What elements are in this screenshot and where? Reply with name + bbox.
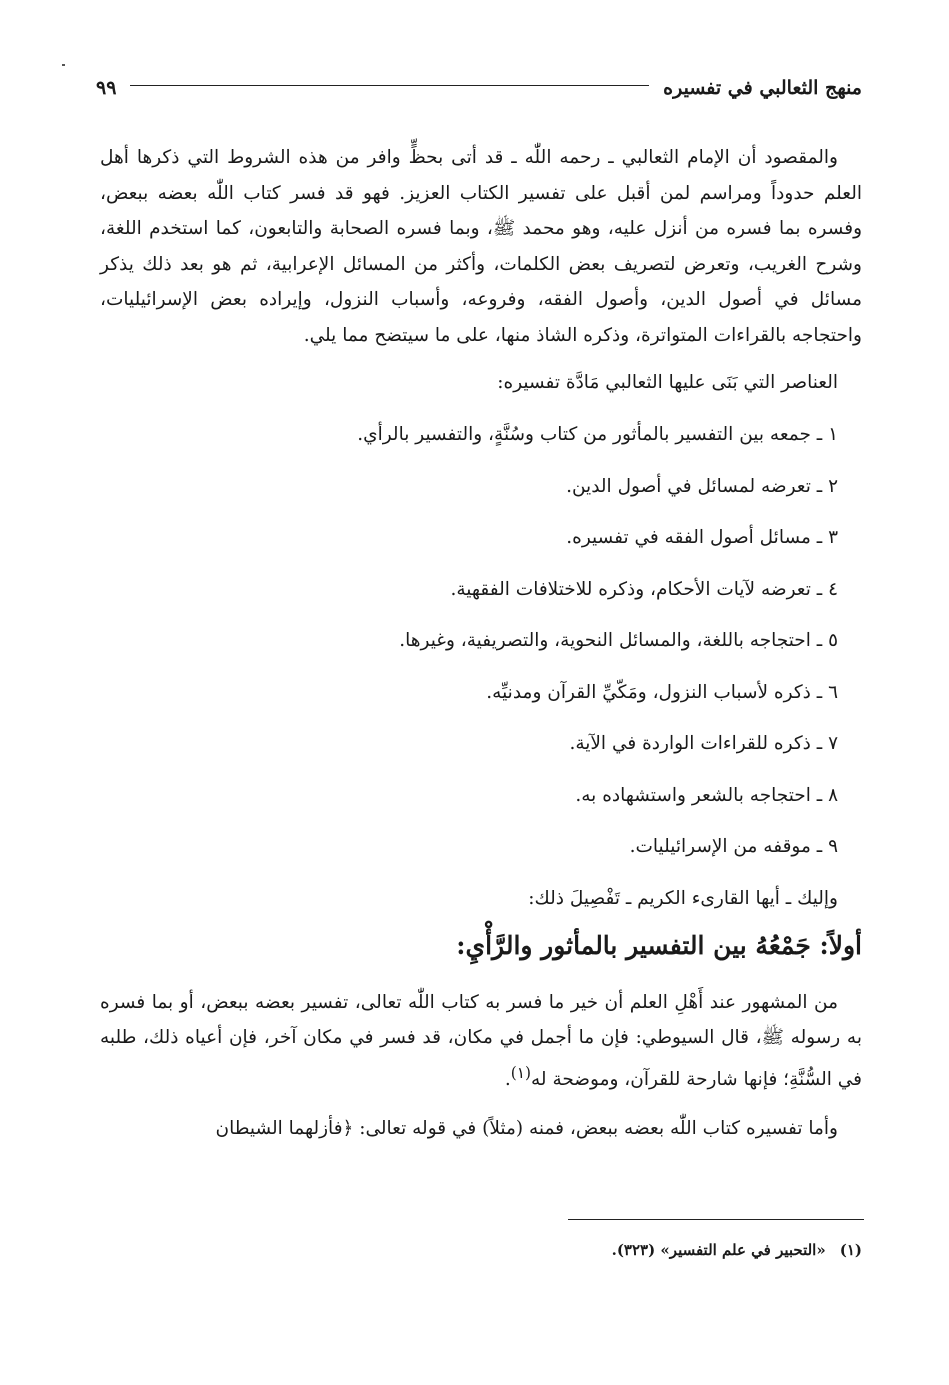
section-heading: أولاً: جَمْعُهُ بين التفسير بالمأثور والرَّأْيِ: [456, 930, 862, 960]
list-item-1: ١ ـ جمعه بين التفسير بالمأثور من كتاب وسُنَّةٍ، والتفسير بالرأي. [357, 424, 838, 445]
header-rule [130, 85, 649, 86]
footnote-number: (١) [839, 1241, 862, 1259]
list-item-9: ٩ ـ موقفه من الإسرائيليات. [629, 836, 838, 857]
section-paragraph [100, 985, 862, 1098]
section-paragraph-end: . [504, 1068, 511, 1090]
list-item-5: ٥ ـ احتجاجه باللغة، والمسائل النحوية، والتصريفية، وغيرها. [399, 630, 838, 651]
footnote-reference: (١) [510, 1063, 532, 1082]
footnote-text: «التحبير في علم التفسير» (٣٢٣). [611, 1241, 826, 1259]
section-paragraph-text: من المشهور عند أَهْلِ العلم أن خير ما فسر به كتاب اللّٰه تعالى، تفسير بعضه ببعض، أو بما فسره به رسوله ﷺ، قال السيوطي: فإن ما أجمل في مكان، قد فسر في مكان آخر، فإن أعياه ذلك، طلبه في السُّنَّةِ؛ فإنها شارحة للقرآن، وموضحة له [100, 991, 862, 1090]
continuation-paragraph: وأما تفسيره كتاب اللّٰه بعضه ببعض، فمنه (مثلاً) في قوله تعالى: ﴿فأزلهما الشيطان [215, 1118, 838, 1140]
page-number: ٩٩ [96, 77, 117, 99]
closing-line: وإليك ـ أيها القارىء الكريم ـ تَفْصِيلَ ذلك: [528, 887, 838, 909]
list-intro: العناصر التي بَنَى عليها الثعالبي مَادَّة تفسيره: [497, 372, 838, 393]
list-item-7: ٧ ـ ذكره للقراءات الواردة في الآية. [569, 733, 838, 754]
list-item-2: ٢ ـ تعرضه لمسائل في أصول الدين. [566, 475, 838, 497]
list-item-3: ٣ ـ مسائل أصول الفقه في تفسيره. [566, 527, 838, 548]
list-item-6: ٦ ـ ذكره لأسباب النزول، ومَكّيِّ القرآن ومدنيِّه. [486, 681, 838, 703]
list-item-4: ٤ ـ تعرضه لآيات الأحكام، وذكره للاختلافات الفقهية. [450, 578, 838, 600]
list-item-8: ٨ ـ احتجاجه بالشعر واستشهاده به. [575, 784, 838, 806]
footnote-rule [568, 1219, 864, 1220]
running-title: منهج الثعالبي في تفسيره [663, 77, 862, 99]
intro-paragraph: والمقصود أن الإمام الثعالبي ـ رحمه اللّٰه ـ قد أتى بحظٍّ وافر من هذه الشروط التي ذكرها أهل العلم حدوداً ومراسم لمن أقبل على تفسير الكتاب العزيز. فهو قد فسر كتاب اللّٰه بعضه ببعض، وفسره بما فسره من أنزل عليه، وهو محمد ﷺ، وبما فسره الصحابة والتابعون، كما استخدم اللغة، وشرح الغريب، وتعرض لتصريف بعض الكلمات، وأكثر من المسائل الإعرابية، ثم هو بعد ذلك يذكر مسائل في أصول الدين، وأصول الفقه، وفروعه، وأسباب النزول، وإيراده بعض الإسرائيليات، واحتجاجه بالقراءات المتواترة، وذكره الشاذ منها، على ما سيتضح مما يلي. [100, 147, 862, 346]
running-header [96, 70, 862, 106]
scan-speck [62, 64, 65, 66]
footnote [100, 1236, 862, 1264]
page-body [100, 140, 862, 1147]
